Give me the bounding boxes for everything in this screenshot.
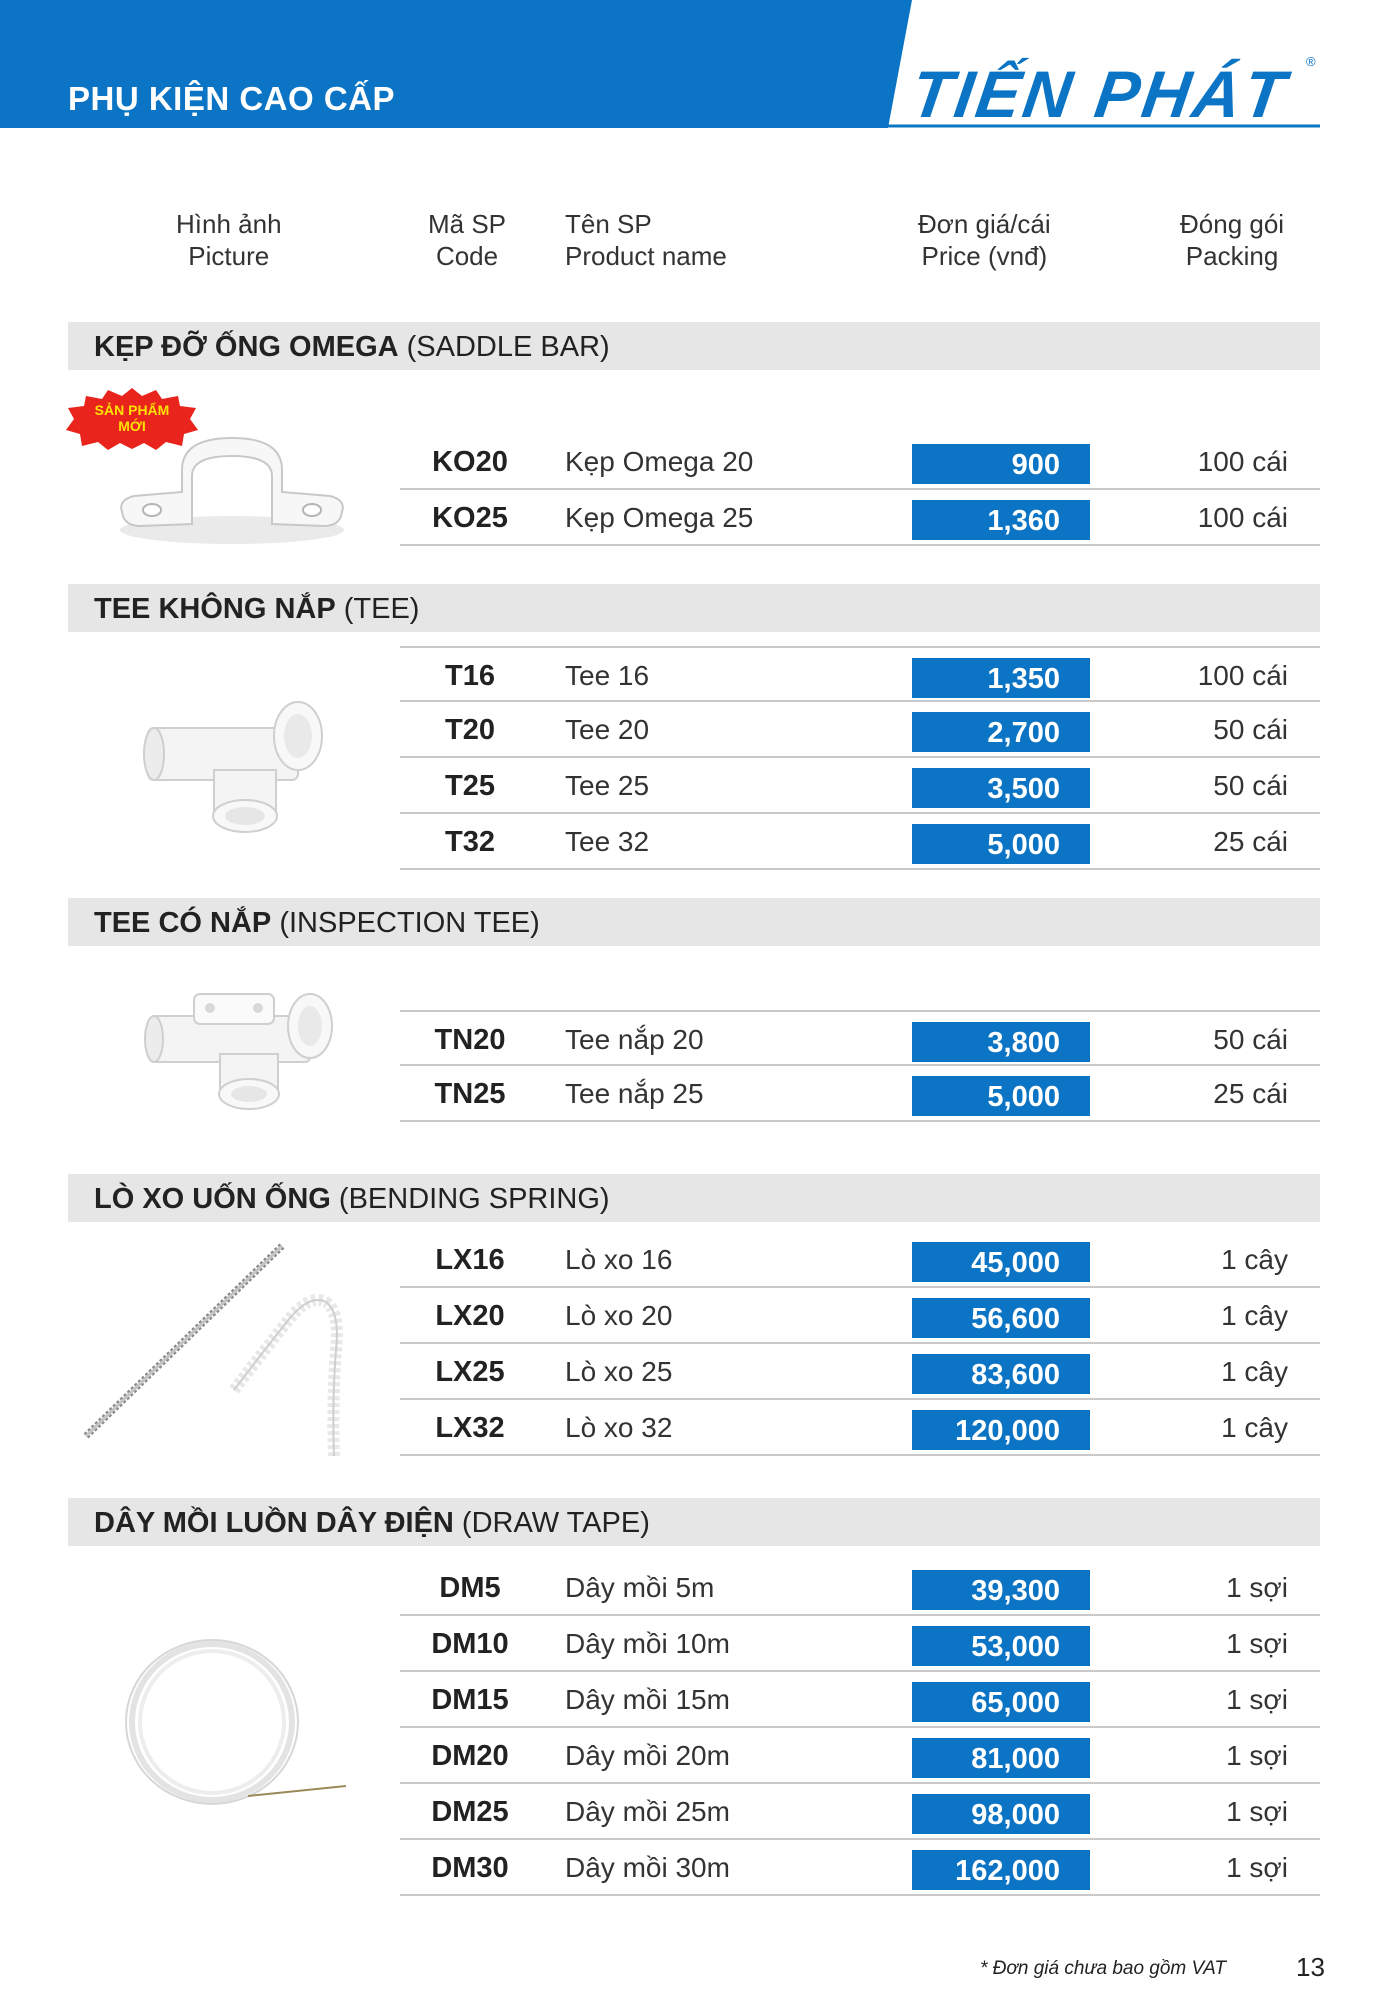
product-code: DM25 [431,1796,509,1828]
draw-tape-image [118,1636,358,1826]
product-name: Lò xo 20 [565,1300,673,1331]
product-name: Lò xo 16 [565,1244,673,1275]
page-title: PHỤ KIỆN CAO CẤP [68,80,396,117]
product-price: 120,000 [912,1410,1090,1450]
section-header-draw-tape: DÂY MỒI LUỒN DÂY ĐIỆN (DRAW TAPE) [68,1498,1320,1546]
product-name: Tee nắp 25 [565,1078,704,1109]
product-code: DM30 [431,1852,509,1884]
product-name: Tee nắp 20 [565,1024,704,1055]
product-price: 1,350 [912,658,1090,698]
product-code: DM20 [431,1740,509,1772]
new-product-badge-label: SẢN PHẨM MỚI [94,402,170,434]
section-header-inspection-tee: TEE CÓ NẮP (INSPECTION TEE) [68,898,1320,946]
product-packing: 1 sợi [1226,1740,1288,1771]
product-code: T20 [445,714,495,746]
product-packing: 50 cái [1213,1024,1288,1055]
product-code: T16 [445,660,495,692]
product-name: Dây mồi 30m [565,1852,730,1883]
product-code: T25 [445,770,495,802]
table-row [400,1672,1320,1728]
product-price: 5,000 [912,1076,1090,1116]
product-packing: 25 cái [1213,826,1288,857]
product-code: LX16 [435,1244,505,1276]
product-code: KO20 [432,446,508,478]
product-code: T32 [445,826,495,858]
table-row [400,758,1320,814]
table-row [400,1344,1320,1400]
bending-spring-image [78,1240,348,1460]
table-row [400,1010,1320,1066]
table-row [400,702,1320,758]
product-packing: 50 cái [1213,770,1288,801]
page-number: 13 [1296,1952,1325,1982]
product-name: Dây mồi 5m [565,1572,715,1603]
col-head-price: Đơn giá/cái Price (vnđ) [918,209,1051,271]
product-code: TN25 [434,1078,506,1110]
table-row [400,1066,1320,1122]
product-packing: 1 sợi [1226,1684,1288,1715]
col-head-picture: Hình ảnh Picture [176,209,282,271]
table-row [400,1784,1320,1840]
product-name: Tee 25 [565,770,650,801]
product-packing: 1 sợi [1226,1796,1288,1827]
product-packing: 100 cái [1197,502,1288,533]
product-name: Lò xo 25 [565,1356,673,1387]
product-price: 162,000 [912,1850,1090,1890]
table-row [400,814,1320,870]
product-price: 3,500 [912,768,1090,808]
vat-footnote: * Đơn giá chưa bao gồm VAT [980,1958,1227,1979]
inspection-tee-image [138,976,338,1116]
product-price: 56,600 [912,1298,1090,1338]
col-head-name: Tên SP Product name [565,209,727,271]
product-name: Tee 20 [565,714,650,745]
product-code: LX32 [435,1412,505,1444]
col-head-packing: Đóng gói Packing [1180,209,1285,271]
product-packing: 1 sợi [1226,1628,1288,1659]
table-row [400,1616,1320,1672]
product-price: 1,360 [912,500,1090,540]
product-price: 53,000 [912,1626,1090,1666]
product-price: 39,300 [912,1570,1090,1610]
product-packing: 1 cây [1221,1412,1288,1443]
col-head-code: Mã SP Code [428,209,507,271]
brand-logo: TIẾN PHÁT [906,57,1293,131]
table-row [400,490,1320,546]
product-price: 3,800 [912,1022,1090,1062]
table-row [400,1288,1320,1344]
product-packing: 1 cây [1221,1356,1288,1387]
product-name: Dây mồi 20m [565,1740,730,1771]
table-row [400,1840,1320,1896]
table-row [400,1400,1320,1456]
product-name: Dây mồi 15m [565,1684,730,1715]
product-price: 83,600 [912,1354,1090,1394]
product-packing: 1 sợi [1226,1852,1288,1883]
product-price: 900 [912,444,1090,484]
product-code: TN20 [434,1024,506,1056]
product-packing: 25 cái [1213,1078,1288,1109]
product-code: LX20 [435,1300,505,1332]
section-header-bending-spring: LÒ XO UỐN ỐNG (BENDING SPRING) [68,1174,1320,1222]
product-name: Dây mồi 25m [565,1796,730,1827]
table-row [400,1560,1320,1616]
product-packing: 100 cái [1197,660,1288,691]
product-price: 5,000 [912,824,1090,864]
product-name: Kẹp Omega 20 [565,446,754,477]
product-name: Tee 32 [565,826,650,857]
product-packing: 50 cái [1213,714,1288,745]
product-packing: 1 cây [1221,1300,1288,1331]
product-price: 45,000 [912,1242,1090,1282]
product-code: LX25 [435,1356,505,1388]
section-header-saddle-bar: KẸP ĐỠ ỐNG OMEGA (SADDLE BAR) [68,322,1320,370]
product-price: 98,000 [912,1794,1090,1834]
product-name: Kẹp Omega 25 [565,502,754,533]
table-row [400,1232,1320,1288]
product-code: DM5 [439,1572,501,1604]
product-name: Lò xo 32 [565,1412,673,1443]
registered-mark: ® [1306,54,1316,69]
product-price: 2,700 [912,712,1090,752]
product-code: KO25 [432,502,508,534]
product-code: DM10 [431,1628,509,1660]
product-name: Tee 16 [565,660,650,691]
product-packing: 1 sợi [1226,1572,1288,1603]
product-packing: 1 cây [1221,1244,1288,1275]
tee-image [134,688,334,838]
product-packing: 100 cái [1197,446,1288,477]
section-header-tee: TEE KHÔNG NẮP (TEE) [68,584,1320,632]
product-price: 65,000 [912,1682,1090,1722]
table-row [400,434,1320,490]
saddle-bar-image [112,430,352,550]
product-price: 81,000 [912,1738,1090,1778]
product-code: DM15 [431,1684,509,1716]
table-row [400,646,1320,702]
table-row [400,1728,1320,1784]
product-name: Dây mồi 10m [565,1628,730,1659]
